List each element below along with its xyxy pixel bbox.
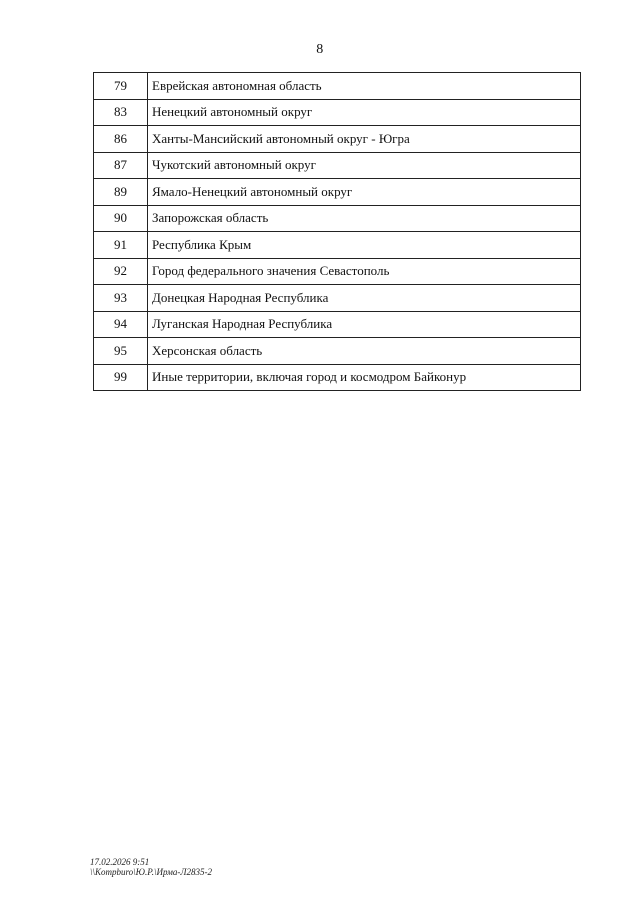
table-row: [94, 311, 581, 338]
region-name-cell: Запорожская область: [148, 205, 581, 232]
region-name-cell: Иные территории, включая город и космодром Байконур: [148, 364, 581, 391]
table-row: [94, 338, 581, 365]
region-name-cell: Луганская Народная Республика: [148, 311, 581, 338]
table-row: [94, 126, 581, 153]
region-code-cell: 94: [94, 311, 148, 338]
page-number: 8: [316, 42, 324, 57]
region-code-cell: 79: [94, 73, 148, 100]
document-footer: [90, 857, 212, 877]
table-row: [94, 205, 581, 232]
region-code-cell: 89: [94, 179, 148, 206]
table-row: [94, 364, 581, 391]
region-code-cell: 92: [94, 258, 148, 285]
region-code-cell: 86: [94, 126, 148, 153]
table-row: [94, 285, 581, 312]
region-name-cell: Город федерального значения Севастополь: [148, 258, 581, 285]
table-row: [94, 258, 581, 285]
region-code-cell: 91: [94, 232, 148, 259]
region-name-cell: Ханты-Мансийский автономный округ - Югра: [148, 126, 581, 153]
region-code-cell: 83: [94, 99, 148, 126]
region-code-cell: 90: [94, 205, 148, 232]
table-row: [94, 152, 581, 179]
region-name-cell: Республика Крым: [148, 232, 581, 259]
region-name-cell: Херсонская область: [148, 338, 581, 365]
region-name-cell: Чукотский автономный округ: [148, 152, 581, 179]
region-code-cell: 95: [94, 338, 148, 365]
table-row: [94, 99, 581, 126]
table-row: [94, 232, 581, 259]
table-row: [94, 73, 581, 100]
table-row: [94, 179, 581, 206]
region-code-table: [93, 72, 581, 391]
footer-timestamp: 17.02.2026 9:51: [90, 857, 150, 867]
region-code-cell: 93: [94, 285, 148, 312]
region-name-cell: Еврейская автономная область: [148, 73, 581, 100]
region-code-cell: 99: [94, 364, 148, 391]
region-code-cell: 87: [94, 152, 148, 179]
footer-file-reference: \\Kompburo\Ю.Р.\Ирма-Л2835-2: [90, 867, 212, 877]
region-name-cell: Ямало-Ненецкий автономный округ: [148, 179, 581, 206]
region-name-cell: Донецкая Народная Республика: [148, 285, 581, 312]
region-name-cell: Ненецкий автономный округ: [148, 99, 581, 126]
